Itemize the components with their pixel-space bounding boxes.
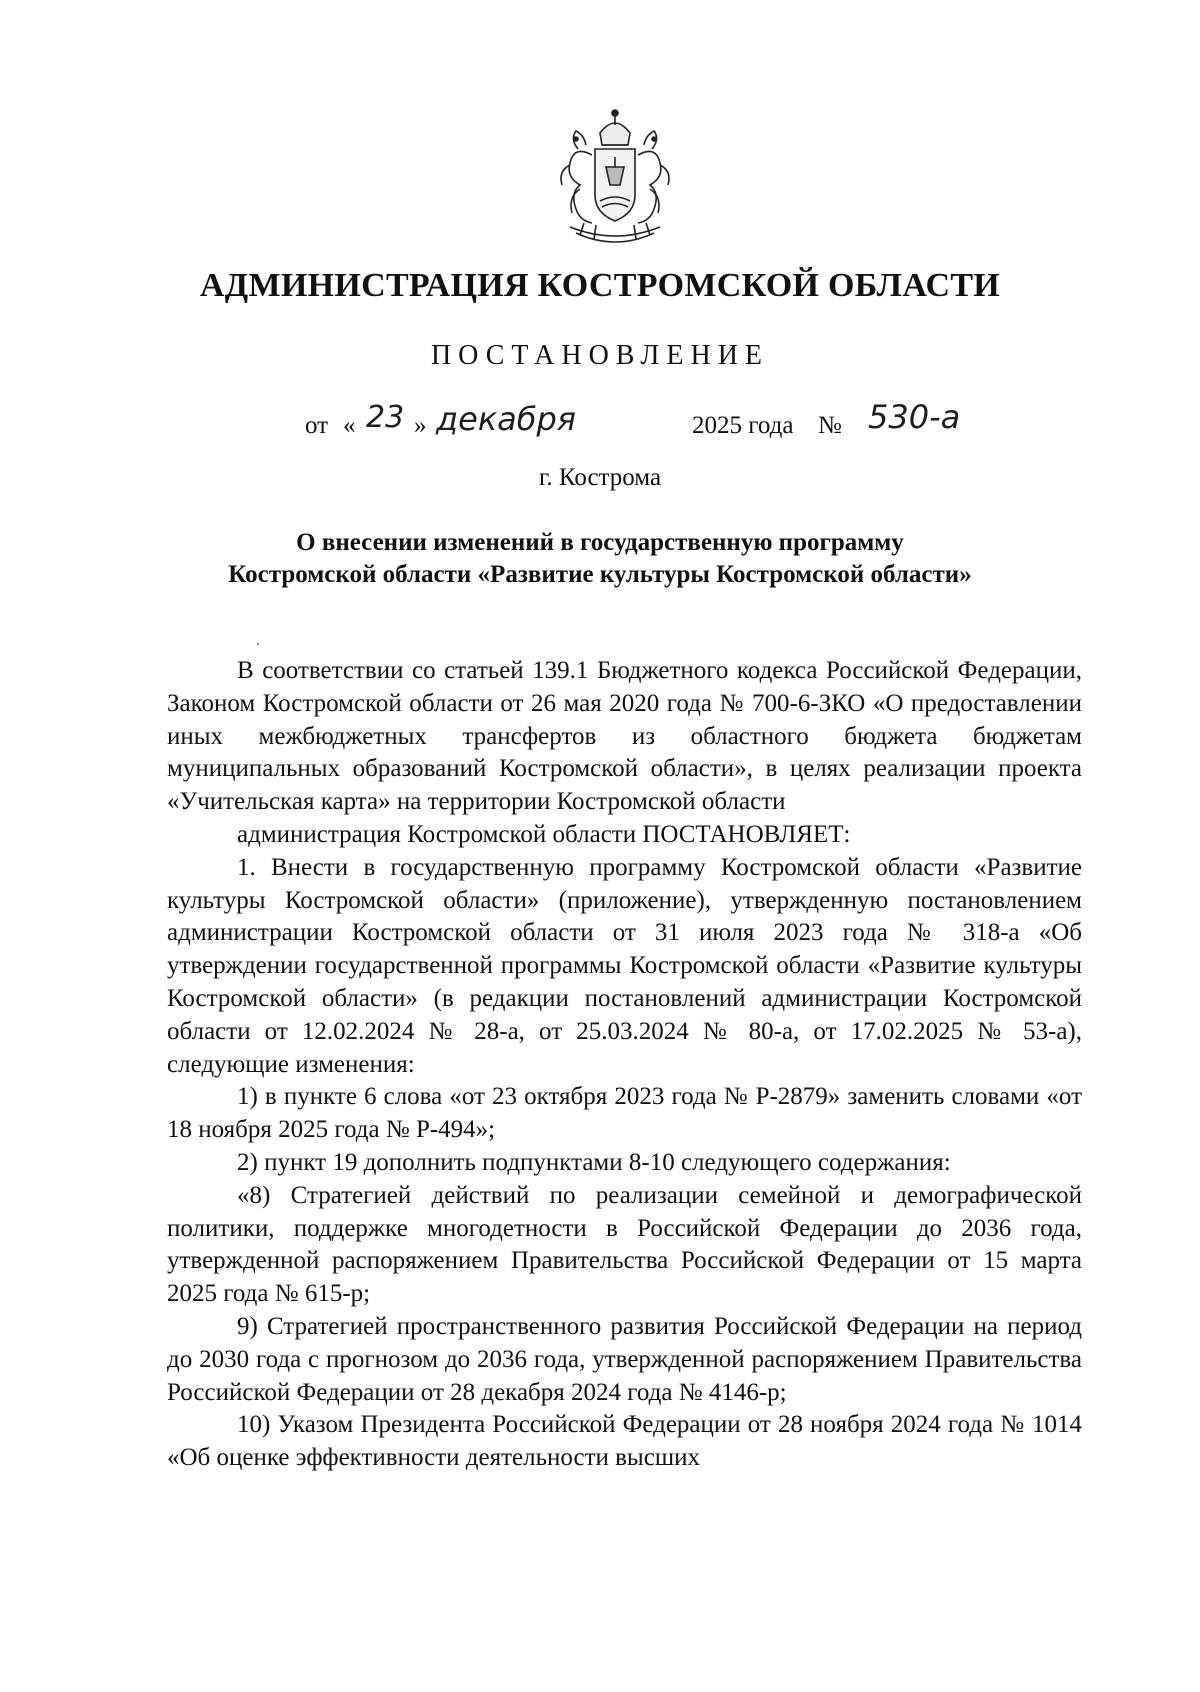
city-name: г. Кострома: [538, 464, 662, 491]
organization-title: АДМИНИСТРАЦИЯ КОСТРОМСКОЙ ОБЛАСТИ: [199, 267, 1001, 304]
coat-of-arms-icon: [540, 105, 690, 255]
body-paragraph: «8) Стратегией действий по реализации семейной и демографической политики, поддержке многодетности в Российской Федерации до 2036 года, утвержденной распоряжением Правительства Российской Федерации от 15 марта 2025 года № 615-р;: [167, 1181, 1082, 1308]
body-paragraph: 10) Указом Президента Российской Федерации от 28 ноября 2024 года № 1014 «Об оценке эффективности деятельности высших: [167, 1411, 1082, 1472]
handwritten-day: 23: [366, 400, 405, 435]
number-sign: №: [818, 412, 842, 439]
date-number-line: [0, 398, 1200, 458]
body-paragraph: 2) пункт 19 дополнить подпунктами 8-10 следующего содержания:: [237, 1148, 951, 1176]
year-text: 2025 года: [692, 412, 794, 439]
handwritten-month: декабря: [436, 400, 577, 438]
quote-close: »: [414, 412, 427, 439]
body-paragraph: 1. Внести в государственную программу Костромской области «Развитие культуры Костромской области» (приложение), утвержденную постановлением администрации Костромской области от 31 июля 2023 года № 318-а «Об утверждении государственной программы Костромской области «Развитие культуры Костромской области» (в редакции постановлений администрации Костромской области от 12.02.2024 № 28-а, от 25.03.2024 № 80-а, от 17.02.2025 № 53-а), следующие изменения:: [167, 853, 1082, 1078]
body-paragraph: 9) Стратегией пространственного развития Российской Федерации на период до 2030 года с прогнозом до 2036 года, утвержденной распоряжением Правительства Российской Федерации от 28 декабря 2024 года № 4146-р;: [167, 1312, 1082, 1406]
subject-line: О внесении изменений в государственную программу: [296, 529, 904, 556]
document-type-title: ПОСТАНОВЛЕНИЕ: [430, 340, 770, 371]
scan-speck: [257, 643, 259, 645]
handwritten-number: 530-а: [868, 398, 961, 436]
body-paragraph: администрация Костромской области ПОСТАНОВЛЯЕТ:: [237, 820, 851, 848]
document-body: [167, 655, 1082, 1475]
document-subject: [0, 527, 1200, 591]
date-prefix: от: [305, 412, 329, 439]
body-paragraph: 1) в пункте 6 слова «от 23 октября 2023 года № Р-2879» заменить словами «от 18 ноября 2025 года № Р-494»;: [167, 1083, 1082, 1144]
subject-line: Костромской области «Развитие культуры Костромской области»: [228, 561, 972, 588]
body-paragraph: В соответствии со статьей 139.1 Бюджетного кодекса Российской Федерации, Законом Костромской области от 26 мая 2020 года № 700-6-ЗКО «О предоставлении иных межбюджетных трансфертов из областного бюджета бюджетам муниципальных образований Костромской области», в целях реализации проекта «Учительская карта» на территории Костромской области: [167, 657, 1082, 816]
quote-open: «: [343, 412, 356, 439]
